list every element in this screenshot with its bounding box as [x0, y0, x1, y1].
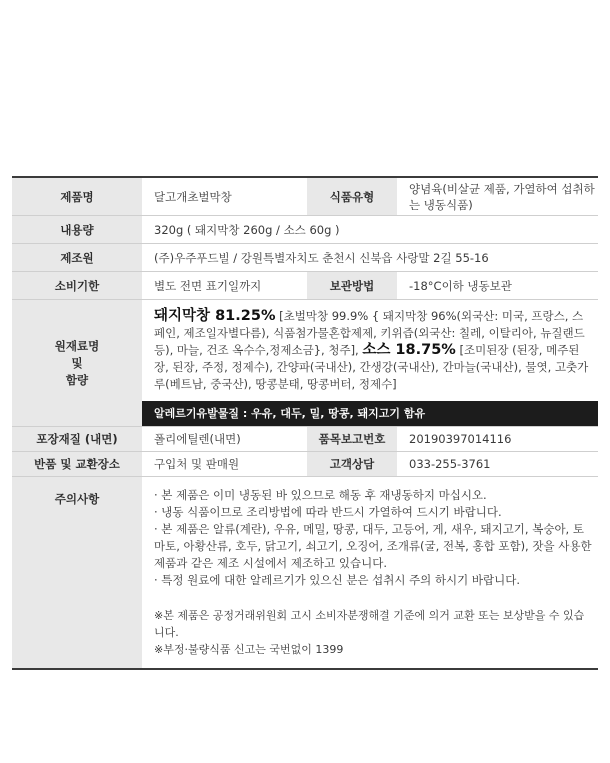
value-returns: 구입처 및 판매원 — [154, 457, 240, 471]
label-ingredients — [12, 300, 142, 426]
row-volume — [12, 216, 598, 244]
ingredients-text — [154, 308, 590, 393]
caution-line-1: · 본 제품은 이미 냉동된 바 있으므로 해동 후 재냉동하지 마십시오. — [154, 488, 487, 502]
label-maker: 제조원 — [12, 244, 142, 271]
row-maker — [12, 244, 598, 272]
value-customer-service: 033-255-3761 — [409, 457, 491, 471]
sauce-detail: [조미된장 (된장, 메주된장, 된장, 주정, 정제수), 간양파(국내산), 간생강(국내산), 간마늘(국내산), 물엿, 고춧가루(베트남, 중국산), 땅콩분태, 땅콩버터, 정제수] — [154, 343, 589, 391]
caution-line-3: · 본 제품은 알류(계란), 우유, 메밀, 땅콩, 대두, 고등어, 게, 새우, 돼지고기, 복숭아, 토마토, 아황산류, 호두, 닭고기, 쇠고기, 오징어, 조개류(굴, 전복, 홍합 포함), 잣을 사용한 제품과 같은 제조 시설에서 제조하고 있습니다. — [154, 522, 592, 570]
label-volume: 내용량 — [12, 216, 142, 243]
caution-line-2: · 냉동 식품이므로 조리방법에 따라 반드시 가열하여 드시기 바랍니다. — [154, 505, 502, 519]
row-packaging — [12, 427, 598, 452]
caution-note-1: ※본 제품은 공정거래위원회 고시 소비자분쟁해결 기준에 의거 교환 또는 보상받을 수 있습니다. — [154, 609, 585, 639]
value-storage: -18°C이하 냉동보관 — [409, 278, 512, 293]
pork-detail: [초벌막창 99.9% { 돼지막창 96%(외국산: 미국, 프랑스, 스페인, 제조일자별다름), 식품첨가물혼합제제, 키위즙(외국산: 칠레, 이탈리아, 뉴질랜드 등), 마늘, 건조 옥수수,정제소금}, 청주], — [154, 309, 585, 357]
value-packaging: 폴리에틸렌(내면) — [154, 432, 241, 446]
value-volume: 320g ( 돼지막창 260g / 소스 60g ) — [154, 222, 340, 237]
row-returns — [12, 452, 598, 477]
allergy-banner: 알레르기유발물질 : 우유, 대두, 밀, 땅콩, 돼지고기 함유 — [142, 401, 598, 426]
product-info-table — [12, 176, 598, 670]
label-ingredients-line2: 및 — [71, 355, 83, 370]
label-storage: 보관방법 — [307, 272, 397, 299]
row-ingredients — [12, 300, 598, 427]
value-product-name: 달고개초벌막창 — [154, 189, 232, 204]
label-report-number: 품목보고번호 — [307, 427, 397, 451]
row-expiry — [12, 272, 598, 300]
value-expiry: 별도 전면 표기일까지 — [154, 278, 262, 293]
row-caution — [12, 477, 598, 668]
label-caution: 주의사항 — [12, 477, 142, 668]
label-ingredients-line3: 함량 — [65, 372, 89, 387]
pork-percentage: 돼지막창 81.25% — [154, 308, 276, 324]
caution-note-2: ※부정·불량식품 신고는 국번없이 1399 — [154, 643, 344, 656]
label-customer-service: 고객상담 — [307, 452, 397, 476]
value-maker: (주)우주푸드빌 / 강원특별자치도 춘천시 신북읍 사랑말 2길 55-16 — [154, 250, 489, 265]
label-food-type: 식품유형 — [307, 178, 397, 215]
label-product-name: 제품명 — [12, 178, 142, 215]
label-expiry: 소비기한 — [12, 272, 142, 299]
label-returns: 반품 및 교환장소 — [12, 452, 142, 476]
caution-spacer — [154, 589, 592, 607]
row-product-name — [12, 178, 598, 216]
label-ingredients-line1: 원재료명 — [54, 338, 100, 353]
sauce-percentage: 소스 18.75% — [362, 342, 456, 358]
value-report-number: 20190397014116 — [409, 432, 512, 446]
caution-line-4: · 특정 원료에 대한 알레르기가 있으신 분은 섭취시 주의 하시기 바랍니다. — [154, 573, 521, 587]
value-food-type: 양념육(비살균 제품, 가열하여 섭취하는 냉동식품) — [409, 181, 595, 212]
label-packaging: 포장재질 (내면) — [12, 427, 142, 451]
value-caution — [142, 477, 598, 668]
value-ingredients — [142, 300, 598, 426]
